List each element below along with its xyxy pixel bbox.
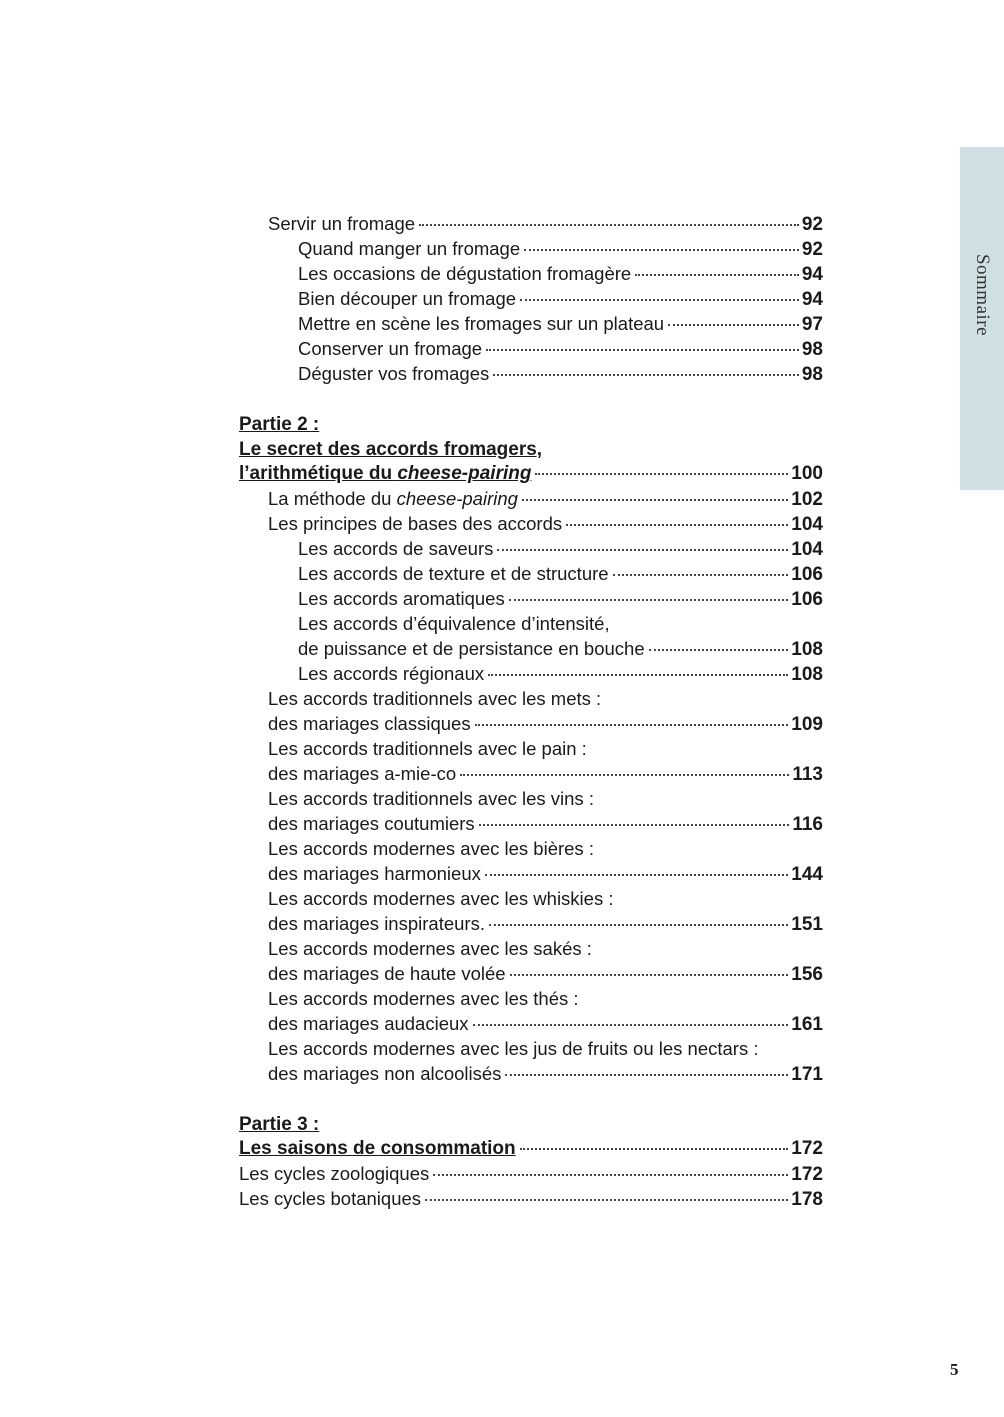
toc-entry-title: des mariages a-mie-co xyxy=(268,763,457,784)
toc-entry xyxy=(239,936,823,961)
toc-entry-title: Les accords modernes avec les jus de fruits ou les nectars : xyxy=(268,1038,759,1059)
dot-leader xyxy=(522,498,788,501)
toc-entry xyxy=(239,611,823,636)
toc-entry-title: des mariages non alcoolisés xyxy=(268,1063,502,1084)
toc-entry-title: Les accords modernes avec les whiskies : xyxy=(268,888,614,909)
toc-entry-title: Les cycles zoologiques xyxy=(239,1163,430,1184)
toc-entry-title: Le secret des accords fromagers, xyxy=(239,439,543,460)
toc-page-number: 92 xyxy=(801,239,823,260)
dot-leader xyxy=(635,273,799,276)
toc-page-number: 94 xyxy=(801,289,823,310)
toc-page-number: 144 xyxy=(791,864,823,885)
toc-entry-title: des mariages harmonieux xyxy=(268,863,481,884)
toc-page-number: 151 xyxy=(791,914,823,935)
toc-entry-title: Les accords aromatiques xyxy=(298,588,505,609)
toc-entry xyxy=(239,1161,823,1186)
toc-entry-title: Les accords modernes avec les thés : xyxy=(268,988,579,1009)
toc-entry xyxy=(239,686,823,711)
toc-entry xyxy=(239,886,823,911)
toc-page-number: 172 xyxy=(791,1164,823,1185)
toc-entry xyxy=(239,486,823,511)
toc-page-number: 94 xyxy=(801,264,823,285)
toc-part-heading xyxy=(239,411,823,436)
toc-entry-title: Partie 2 : xyxy=(239,414,320,435)
toc-entry-title: Les occasions de dégustation fromagère xyxy=(298,263,632,284)
toc-entry xyxy=(239,261,823,286)
toc-entry-title: Mettre en scène les fromages sur un plateau xyxy=(298,313,665,334)
toc-part-heading xyxy=(239,436,823,461)
toc-entry xyxy=(239,336,823,361)
dot-leader xyxy=(505,1073,788,1076)
toc-part-heading xyxy=(239,1136,823,1161)
toc-entry-title: Les accords traditionnels avec les vins : xyxy=(268,788,594,809)
toc-entry-title: Les accords modernes avec les sakés : xyxy=(268,938,592,959)
toc-page-number: 156 xyxy=(791,964,823,985)
toc-entry-title: Les saisons de consommation xyxy=(239,1138,516,1159)
dot-leader xyxy=(497,548,788,551)
dot-leader xyxy=(520,298,799,301)
dot-leader xyxy=(485,873,788,876)
toc-entry xyxy=(239,286,823,311)
toc-entry xyxy=(239,1061,823,1086)
toc-entry-title-italic: cheese-pairing xyxy=(396,488,518,509)
toc-entry-title: des mariages de haute volée xyxy=(268,963,506,984)
dot-leader xyxy=(649,648,789,651)
toc-entry-title: l’arithmétique du cheese-pairing xyxy=(239,463,532,484)
toc-entry-title: des mariages coutumiers xyxy=(268,813,475,834)
toc-entry-title: de puissance et de persistance en bouche xyxy=(298,638,645,659)
dot-leader xyxy=(475,723,789,726)
toc-entry-title: Les cycles botaniques xyxy=(239,1188,422,1209)
dot-leader xyxy=(493,373,799,376)
toc-entry xyxy=(239,511,823,536)
section-spacer xyxy=(239,386,823,411)
toc-entry-title-italic: cheese-pairing xyxy=(397,463,532,484)
toc-entry xyxy=(239,561,823,586)
toc-entry-title: Les accords modernes avec les bières : xyxy=(268,838,594,859)
toc-page-number: 102 xyxy=(791,489,823,510)
dot-leader xyxy=(524,248,799,251)
dot-leader xyxy=(473,1023,789,1026)
toc-entry-title: des mariages classiques xyxy=(268,713,471,734)
dot-leader xyxy=(433,1173,788,1176)
toc-entry xyxy=(239,361,823,386)
toc-page-number: 113 xyxy=(792,764,823,785)
toc-page-number: 178 xyxy=(791,1189,823,1210)
toc-entry xyxy=(239,761,823,786)
toc-entry xyxy=(239,586,823,611)
toc-entry-title: Servir un fromage xyxy=(268,213,416,234)
toc-page-number: 106 xyxy=(791,589,823,610)
toc-entry-title: Les accords de texture et de structure xyxy=(298,563,609,584)
toc-entry xyxy=(239,536,823,561)
toc-entry-title: Les accords régionaux xyxy=(298,663,485,684)
toc-entry xyxy=(239,636,823,661)
toc-entry-title: Partie 3 : xyxy=(239,1114,320,1135)
toc-entry-title: Les accords de saveurs xyxy=(298,538,494,559)
toc-page-number: 161 xyxy=(791,1014,823,1035)
dot-leader xyxy=(419,223,799,226)
toc-entry xyxy=(239,211,823,236)
toc-entry xyxy=(239,811,823,836)
dot-leader xyxy=(460,773,789,776)
toc-entry-title: Conserver un fromage xyxy=(298,338,483,359)
toc-entry xyxy=(239,911,823,936)
toc-entry-title: Les accords traditionnels avec les mets : xyxy=(268,688,602,709)
toc-page-number: 116 xyxy=(792,814,823,835)
toc-page-number: 108 xyxy=(791,664,823,685)
toc-entry xyxy=(239,1186,823,1211)
section-spacer xyxy=(239,1086,823,1111)
dot-leader xyxy=(486,348,799,351)
dot-leader xyxy=(535,472,788,475)
toc-page-number: 97 xyxy=(801,314,823,335)
toc-part-heading xyxy=(239,461,823,486)
toc-page-number: 100 xyxy=(791,463,823,484)
dot-leader xyxy=(510,973,789,976)
dot-leader xyxy=(479,823,790,826)
page-number: 5 xyxy=(950,1360,959,1379)
toc-entry-title: Les accords d’équivalence d’intensité, xyxy=(298,613,610,634)
toc-entry xyxy=(239,711,823,736)
toc-entry xyxy=(239,311,823,336)
section-tab xyxy=(960,147,1004,490)
toc-entry xyxy=(239,1011,823,1036)
toc-entry-title: Les accords traditionnels avec le pain : xyxy=(268,738,587,759)
table-of-contents xyxy=(239,211,823,1211)
toc-entry xyxy=(239,861,823,886)
dot-leader xyxy=(520,1147,789,1150)
toc-page-number: 98 xyxy=(801,339,823,360)
dot-leader xyxy=(488,673,788,676)
dot-leader xyxy=(668,323,799,326)
toc-page-number: 106 xyxy=(791,564,823,585)
toc-entry xyxy=(239,986,823,1011)
toc-entry-title: des mariages audacieux xyxy=(268,1013,469,1034)
dot-leader xyxy=(613,573,789,576)
toc-entry xyxy=(239,961,823,986)
toc-entry xyxy=(239,236,823,261)
dot-leader xyxy=(566,523,788,526)
dot-leader xyxy=(509,598,789,601)
toc-entry xyxy=(239,786,823,811)
toc-page-number: 172 xyxy=(791,1138,823,1159)
toc-entry-title: La méthode du cheese-pairing xyxy=(268,488,518,509)
dot-leader xyxy=(489,923,788,926)
toc-page-number: 92 xyxy=(801,214,823,235)
toc-entry-title: Bien découper un fromage xyxy=(298,288,517,309)
toc-entry xyxy=(239,736,823,761)
toc-entry xyxy=(239,836,823,861)
toc-entry-title: Déguster vos fromages xyxy=(298,363,490,384)
toc-part-heading xyxy=(239,1111,823,1136)
toc-entry xyxy=(239,661,823,686)
toc-page-number: 171 xyxy=(791,1064,823,1085)
toc-page-number: 108 xyxy=(791,639,823,660)
toc-page-number: 104 xyxy=(791,539,823,560)
toc-page-number: 109 xyxy=(791,714,823,735)
toc-entry-title: Quand manger un fromage xyxy=(298,238,521,259)
dot-leader xyxy=(425,1198,788,1201)
section-tab-label: Sommaire xyxy=(972,253,993,337)
toc-page-number: 104 xyxy=(791,514,823,535)
toc-entry-title: Les principes de bases des accords xyxy=(268,513,563,534)
toc-page-number: 98 xyxy=(801,364,823,385)
toc-entry-title: des mariages inspirateurs. xyxy=(268,913,485,934)
toc-entry xyxy=(239,1036,823,1061)
